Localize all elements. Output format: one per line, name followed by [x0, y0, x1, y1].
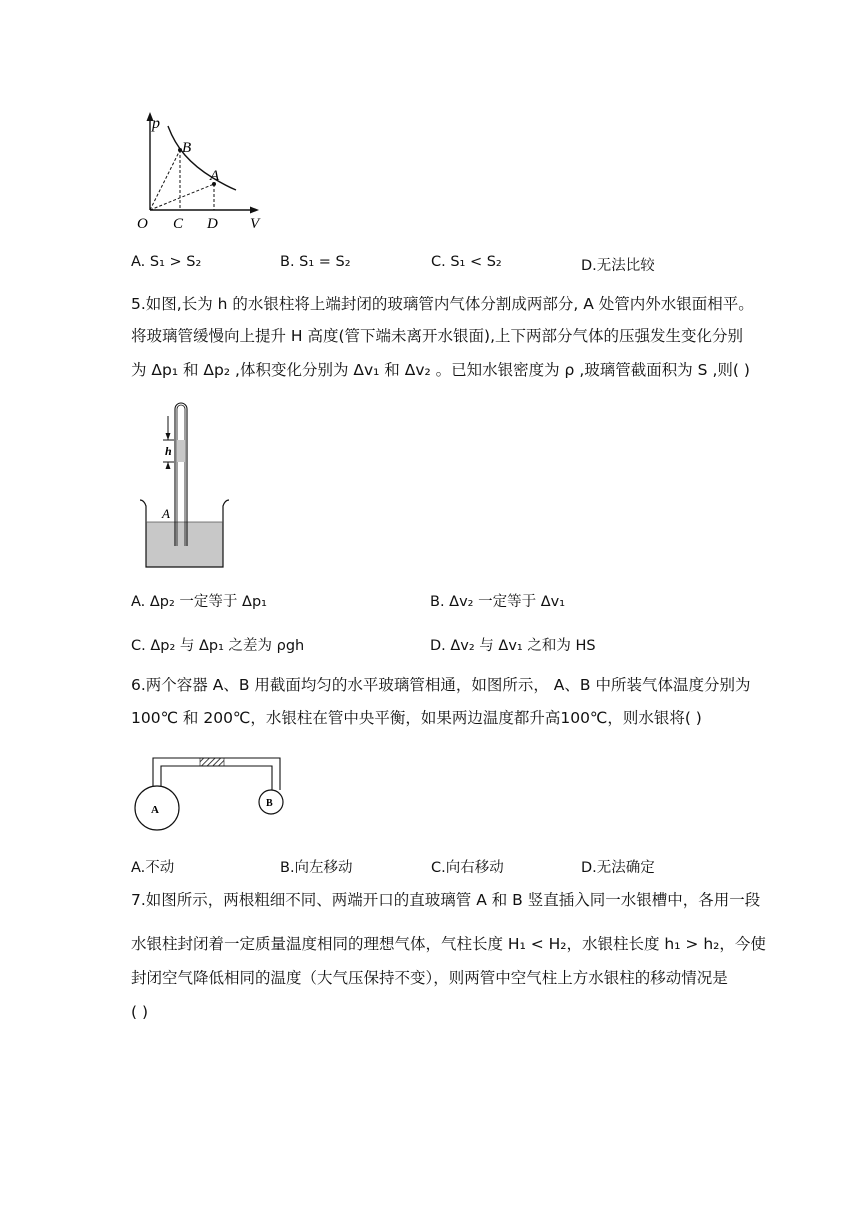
q6-text-line-2: 100℃ 和 200℃，水银柱在管中央平衡，如果两边温度都升高100℃，则水银将( ) — [131, 709, 702, 727]
mercury-tube-figure — [136, 396, 232, 574]
q5-option-a[interactable]: A. Δp₂ 一定等于 Δp₁ — [131, 594, 267, 610]
level-a-label: A — [162, 506, 170, 521]
q4-option-a[interactable]: A. S₁ > S₂ — [131, 254, 202, 270]
q6-text-line-1: 6.两个容器 A、B 用截面均匀的水平玻璃管相通，如图所示， A、B 中所装气体温度分别为 — [131, 676, 751, 694]
q4-option-c[interactable]: C. S₁ < S₂ — [431, 254, 502, 270]
point-b-label: B — [182, 140, 192, 156]
q4-option-b[interactable]: B. S₁ = S₂ — [280, 254, 351, 270]
height-h-label: h — [165, 444, 172, 458]
axis-v-label: V — [250, 216, 260, 232]
q7-text-line-1: 7.如图所示，两根粗细不同、两端开口的直玻璃管 A 和 B 竖直插入同一水银槽中，各用一段 — [131, 891, 761, 909]
point-d-label: D — [207, 216, 218, 232]
origin-label: O — [137, 216, 148, 232]
two-containers-figure — [132, 750, 292, 834]
q7-text-line-2: 水银柱封闭着一定质量温度相同的理想气体，气柱长度 H₁ < H₂，水银柱长度 h₁ > h₂，今使 — [131, 935, 766, 953]
q5-option-c[interactable]: C. Δp₂ 与 Δp₁ 之差为 ρgh — [131, 638, 305, 654]
q6-option-c[interactable]: C.向右移动 — [431, 860, 504, 876]
q5-option-d[interactable]: D. Δv₂ 与 Δv₁ 之和为 HS — [430, 638, 596, 654]
container-a-label: A — [151, 804, 159, 816]
point-c-label: C — [173, 216, 184, 232]
q7-text-line-4: ( ) — [131, 1003, 149, 1021]
q7-text-line-3: 封闭空气降低相同的温度（大气压保持不变），则两管中空气柱上方水银柱的移动情况是 — [131, 969, 728, 987]
q6-option-a[interactable]: A.不动 — [131, 860, 175, 876]
q6-option-d[interactable]: D.无法确定 — [581, 860, 655, 876]
container-b-label: B — [266, 798, 273, 809]
q5-text-line-2: 将玻璃管缓慢向上提升 H 高度(管下端未离开水银面),上下两部分气体的压强发生变化分别 — [131, 327, 744, 345]
axis-p-label: p — [152, 115, 160, 132]
q6-option-b[interactable]: B.向左移动 — [280, 860, 353, 876]
point-a-label: A — [210, 168, 220, 184]
q4-option-d[interactable]: D.无法比较 — [581, 258, 655, 274]
q5-text-line-3: 为 Δp₁ 和 Δp₂ ,体积变化分别为 Δv₁ 和 Δv₂ 。已知水银密度为 ρ ,玻璃管截面积为 S ,则( ) — [131, 361, 750, 379]
pv-graph-figure — [128, 108, 268, 234]
q5-option-b[interactable]: B. Δv₂ 一定等于 Δv₁ — [430, 594, 566, 610]
q5-text-line-1: 5.如图,长为 h 的水银柱将上端封闭的玻璃管内气体分割成两部分, A 处管内外水银面相平。 — [131, 295, 754, 313]
